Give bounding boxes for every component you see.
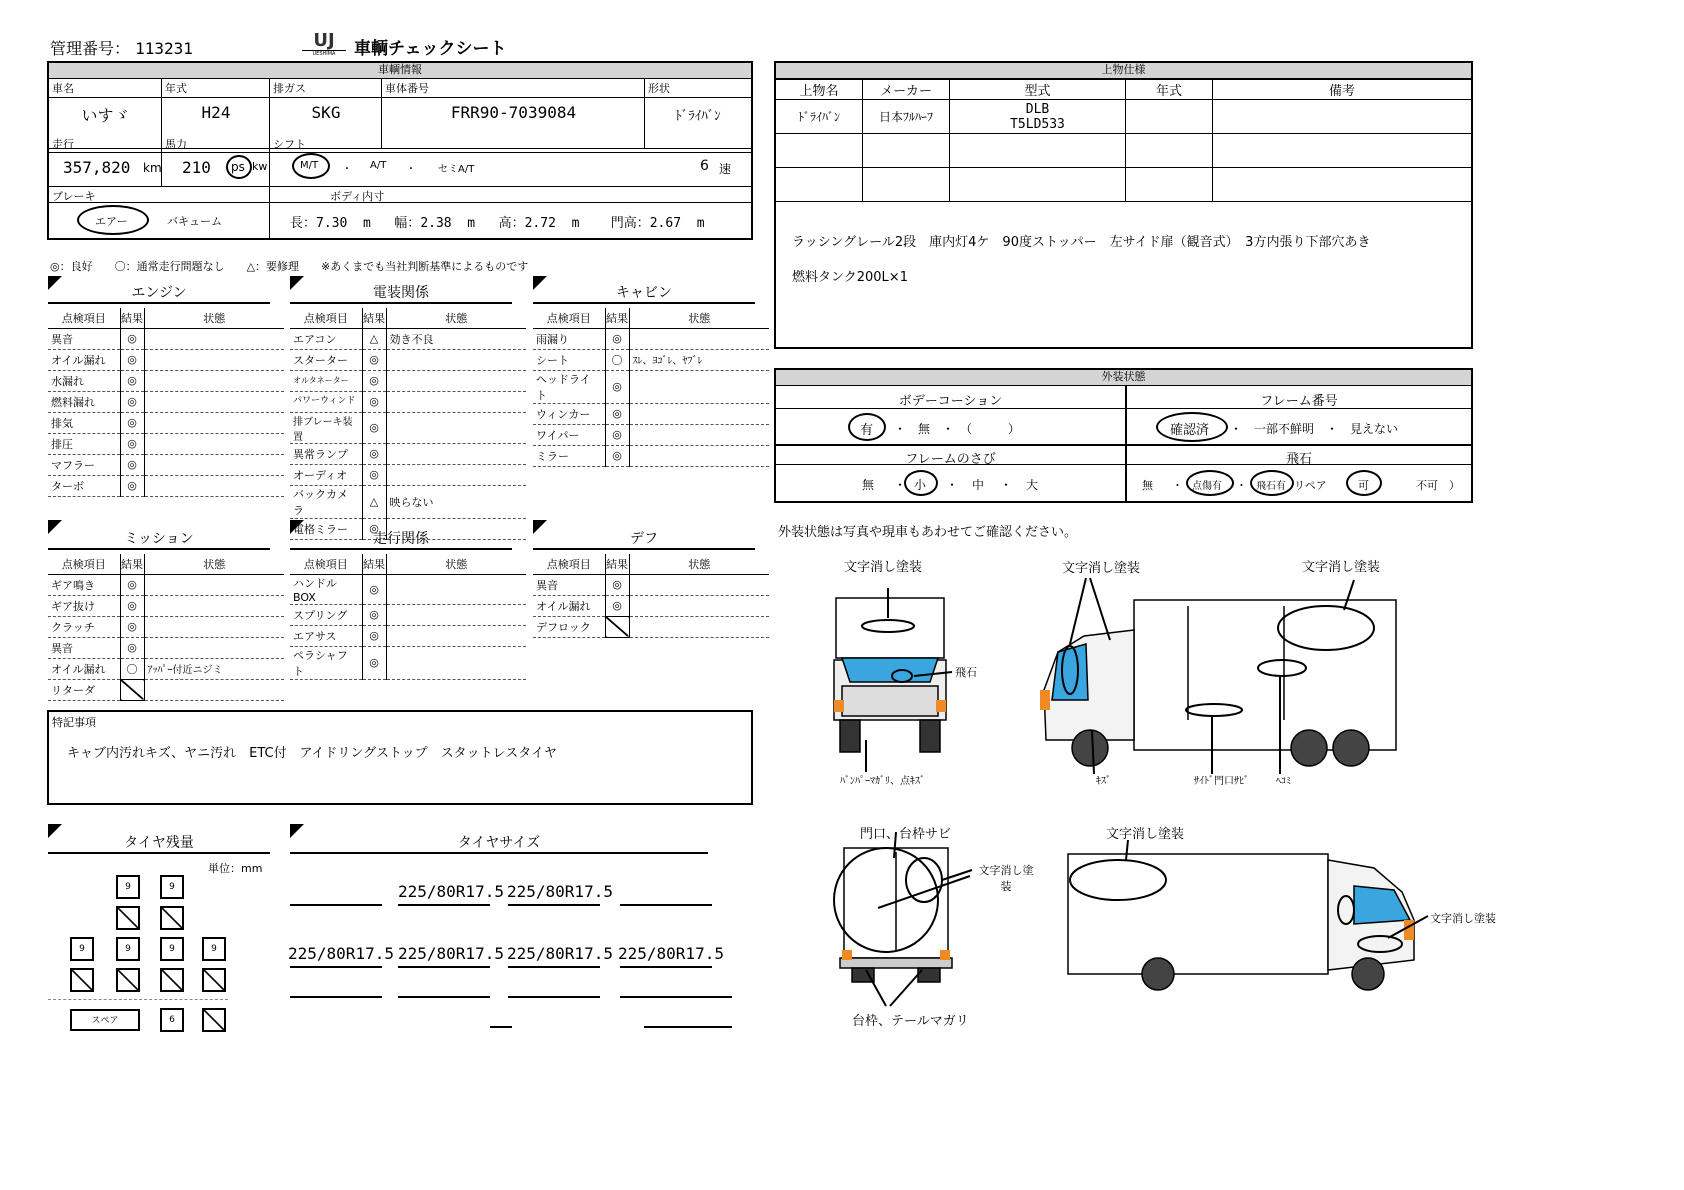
truck-side-view — [1040, 578, 1396, 774]
tyre-size-rear: 225/80R17.5 — [618, 944, 724, 963]
frame-confirmed: 確認済 — [1170, 423, 1210, 438]
side-erase-label-1: 文字消し塗装 — [1062, 561, 1141, 576]
shift-at: A/T — [370, 160, 387, 171]
table-row: エアコン △ 効き不良 — [290, 328, 526, 349]
tyre-size-rear: 225/80R17.5 — [398, 944, 504, 963]
tyre-empty — [116, 906, 140, 930]
left-erase-label: 文字消し塗装 — [1106, 827, 1185, 842]
tyre-size-rear: 225/80R17.5 — [507, 944, 613, 963]
tyre-rear: 9 — [70, 937, 94, 961]
body-coating-label: ボデーコーション — [898, 394, 1003, 409]
tyre-size-rear: 225/80R17.5 — [288, 944, 394, 963]
tyre-empty — [160, 968, 184, 992]
brake-air: エアー — [95, 215, 128, 228]
upper-spec-table: 上物名 メーカー 型式 年式 備考 ﾄﾞﾗｲﾊﾞﾝ 日本ﾌﾙﾊｰﾌ DLB T5LD533 — [775, 79, 1472, 202]
shift-mt: M/T — [300, 160, 319, 171]
table-row: デフロック — [533, 616, 769, 637]
tyre-size-title: タイヤサイズ — [290, 832, 708, 854]
shift-semi: セミA/T — [438, 164, 475, 175]
table-row: スプリング ◎ — [290, 604, 526, 625]
exterior-header: 外装状態 — [776, 370, 1471, 386]
tyre-empty — [202, 968, 226, 992]
table-row: オイル漏れ ◎ — [48, 349, 284, 370]
upper-notes-line1: ラッシングレール2段 庫内灯4ケ 90度ストッパー 左サイド扉（観音式） 3方内張り下部穴あき — [792, 235, 1371, 250]
front-erase-label: 文字消し塗装 — [844, 560, 923, 575]
table-row: オルタネーター ◎ — [290, 370, 526, 391]
tyre-unit: 単位：mm — [208, 862, 263, 875]
driving-title: 走行関係 — [290, 528, 512, 550]
front-bumper-label: ﾊﾞﾝﾊﾟｰﾏｶﾞﾘ、点ｷｽﾞ — [840, 776, 925, 787]
stone-scratch: 点傷有 — [1192, 481, 1222, 492]
table-row: ミラー ◎ — [533, 445, 769, 466]
left-erase-label-2: 文字消し塗装 — [1430, 912, 1496, 925]
page-title: 車輌チェックシート — [354, 39, 507, 59]
table-row: マフラー ◎ — [48, 454, 284, 475]
vehicle-info-header: 車輌情報 — [49, 63, 751, 79]
cabin-table: 点検項目 結果 状態 雨漏り ◎ シート 〇 ｽﾚ、ﾖｺﾞﾚ、ﾔﾌﾞﾚ ヘッドライト ◎ ウィンカー ◎ ワイパー ◎ ミラー ◎ — [533, 308, 769, 467]
table-row: シート 〇 ｽﾚ、ﾖｺﾞﾚ、ﾔﾌﾞﾚ — [533, 349, 769, 370]
engine-title: エンジン — [48, 282, 270, 304]
table-row: 電格ミラー ◎ — [290, 518, 526, 539]
logo-mark-icon: UJ — [313, 30, 335, 51]
driving-table: 点検項目 結果 状態 ハンドルBOX ◎ スプリング ◎ エアサス ◎ ペラシャフト ◎ — [290, 554, 526, 680]
diff-title: デフ — [533, 528, 755, 550]
table-row: 雨漏り ◎ — [533, 328, 769, 349]
tyre-rear: 9 — [202, 937, 226, 961]
tyre-rear: 9 — [116, 937, 140, 961]
side-erase-label-2: 文字消し塗装 — [1302, 560, 1381, 575]
rear-top-label: 門口、台枠サビ — [860, 827, 952, 842]
upper-spec-box — [774, 61, 1473, 349]
table-row: リターダ — [48, 679, 284, 700]
stone-label: 飛石 — [1285, 452, 1312, 467]
tyre-size-front: 225/80R17.5 — [398, 882, 504, 901]
speeds-value: 6 — [700, 158, 709, 174]
table-row: ギア抜け ◎ — [48, 595, 284, 616]
rear-bottom-label: 台枠、テールマガリ — [852, 1014, 969, 1029]
table-row: 排圧 ◎ — [48, 433, 284, 454]
upper-maker: 日本ﾌﾙﾊｰﾌ — [863, 100, 950, 134]
logo: UJ UESHIMA — [302, 32, 346, 60]
exterior-box: 外装状態 ボデーコーション 有 ・ 無 ・ （ ） フレーム番号 確認済 ・ 一部不鮮明 ・ 見えない フレームのさび 無 ・ 小 ・ 中 ・ 大 飛石 無 ・ 点傷有 ・ 飛石有 リペア 可 不可 ） — [774, 368, 1473, 503]
rust-small: 小 — [914, 478, 927, 492]
table-row: パワーウィンド ◎ — [290, 391, 526, 412]
table-row: ウィンカー ◎ — [533, 403, 769, 424]
legend: ◎：良好 〇：通常走行問題なし △：要修理 ※あくまでも当社判断基準によるものです — [50, 260, 529, 273]
table-row: ターボ ◎ — [48, 475, 284, 496]
table-row: ワイパー ◎ — [533, 424, 769, 445]
mileage-value: 357,820 — [63, 158, 131, 177]
frame-rust-label: フレームのさび — [905, 452, 996, 467]
tyre-front-right: 9 — [160, 875, 184, 899]
frame-number-label: フレーム番号 — [1260, 394, 1338, 409]
table-row: 排ブレーキ装置 ◎ — [290, 412, 526, 443]
table-row: ヘッドライト ◎ — [533, 370, 769, 403]
side-door-rust-label: ｻｲﾄﾞ門口ｻﾋﾞ — [1194, 776, 1249, 787]
table-row: ギア鳴き ◎ — [48, 574, 284, 595]
tyre-remaining-title: タイヤ残量 — [48, 832, 270, 854]
side-scratch-label: ｷｽﾞ — [1096, 776, 1111, 787]
mission-table: 点検項目 結果 状態 ギア鳴き ◎ ギア抜け ◎ クラッチ ◎ 異音 ◎ オイル漏れ 〇 ｱｯﾊﾟｰ付近ニジミ リターダ — [48, 554, 284, 701]
tyre-size-front: 225/80R17.5 — [507, 882, 613, 901]
power-value: 210 — [182, 158, 211, 177]
upper-model: DLB T5LD533 — [950, 100, 1126, 134]
shape-value: ﾄﾞﾗｲﾊﾞﾝ — [675, 109, 721, 124]
brake-vacuum: バキューム — [167, 215, 222, 228]
table-row: オーディオ ◎ — [290, 464, 526, 485]
tyre-empty — [70, 968, 94, 992]
year-value: H24 — [201, 103, 231, 122]
vehicle-info-box: 車輌情報 車名 いすゞ 年式 H24 排ガス SKG 車体番号 FRR90-7039084 形状 ﾄﾞﾗｲﾊﾞﾝ 走行 357,820 km 馬力 210 ps kw シフト M/T ・ A/T ・ セミA/T 6 速 ブレーキ エアー バキューム ボディ内寸 長：7.30 m 幅：2.38 m 高：2.72 m 門高：2.67 m — [47, 61, 753, 240]
tyre-rear: 9 — [160, 937, 184, 961]
truck-rear-view — [834, 832, 972, 1006]
special-notes-label: 特記事項 — [52, 716, 96, 729]
tyre-empty — [202, 1008, 226, 1032]
engine-table: 点検項目 結果 状態 異音 ◎ オイル漏れ ◎ 水漏れ ◎ 燃料漏れ ◎ 排気 ◎ 排圧 ◎ マフラー ◎ ターボ ◎ — [48, 308, 284, 497]
upper-spec-header: 上物仕様 — [776, 63, 1471, 79]
spare-label: スペア — [70, 1009, 140, 1031]
management-number: 113231 — [135, 39, 193, 58]
rear-erase-label: 文字消し塗装 — [978, 864, 1034, 893]
table-row: オイル漏れ 〇 ｱｯﾊﾟｰ付近ニジミ — [48, 658, 284, 679]
front-stone-label: 飛石 — [955, 666, 977, 679]
cabin-title: キャビン — [533, 282, 755, 304]
maker-value: いすゞ — [81, 106, 130, 125]
table-row: スターター ◎ — [290, 349, 526, 370]
table-row: ハンドルBOX ◎ — [290, 574, 526, 604]
truck-front-view — [834, 588, 952, 772]
truck-diagrams — [774, 540, 1514, 1040]
management-number-label: 管理番号： 113231 — [50, 39, 193, 58]
body-dimensions: 長：7.30 m 幅：2.38 m 高：2.72 m 門高：2.67 m — [290, 216, 705, 231]
table-row: クラッチ ◎ — [48, 616, 284, 637]
exterior-note: 外装状態は写真や現車もあわせてご確認ください。 — [778, 525, 1078, 540]
table-row: バックカメラ △ 映らない — [290, 485, 526, 518]
exhaust-value: SKG — [311, 103, 341, 122]
electric-table: 点検項目 結果 状態 エアコン △ 効き不良 スターター ◎ オルタネーター ◎ パワーウィンド ◎ 排ブレーキ装置 ◎ 異常ランプ ◎ オーディオ ◎ バックカメラ △ 映らない 電格ミラー ◎ — [290, 308, 526, 540]
upper-name: ﾄﾞﾗｲﾊﾞﾝ — [776, 100, 863, 134]
table-row: 排気 ◎ — [48, 412, 284, 433]
upper-notes-line2: 燃料タンク200L×1 — [792, 270, 908, 285]
table-row: 異音 ◎ — [533, 574, 769, 595]
electric-title: 電装関係 — [290, 282, 512, 304]
table-row: 水漏れ ◎ — [48, 370, 284, 391]
table-row: 異常ランプ ◎ — [290, 443, 526, 464]
truck-left-side-view — [1068, 840, 1428, 990]
side-dent-label: ﾍｺﾐ — [1276, 776, 1291, 787]
tyre-empty — [116, 968, 140, 992]
mission-title: ミッション — [48, 528, 270, 550]
chassis-value: FRR90-7039084 — [450, 103, 577, 122]
table-row: オイル漏れ ◎ — [533, 595, 769, 616]
spare-tyre: 6 — [160, 1008, 184, 1032]
special-notes-box — [47, 710, 753, 805]
special-notes-text: キャブ内汚れキズ、ヤニ汚れ ETC付 アイドリングストップ スタットレスタイヤ — [67, 746, 558, 761]
table-row: 異音 ◎ — [48, 328, 284, 349]
table-row: エアサス ◎ — [290, 625, 526, 646]
table-row: 異音 ◎ — [48, 637, 284, 658]
tyre-front-left: 9 — [116, 875, 140, 899]
table-row: ペラシャフト ◎ — [290, 646, 526, 679]
tyre-empty — [160, 906, 184, 930]
stone-present: 飛石有 — [1256, 481, 1286, 492]
table-row: 燃料漏れ ◎ — [48, 391, 284, 412]
diff-table: 点検項目 結果 状態 異音 ◎ オイル漏れ ◎ デフロック — [533, 554, 769, 638]
repair-ok: 可 — [1358, 479, 1369, 492]
coating-yes: 有 — [860, 423, 874, 438]
